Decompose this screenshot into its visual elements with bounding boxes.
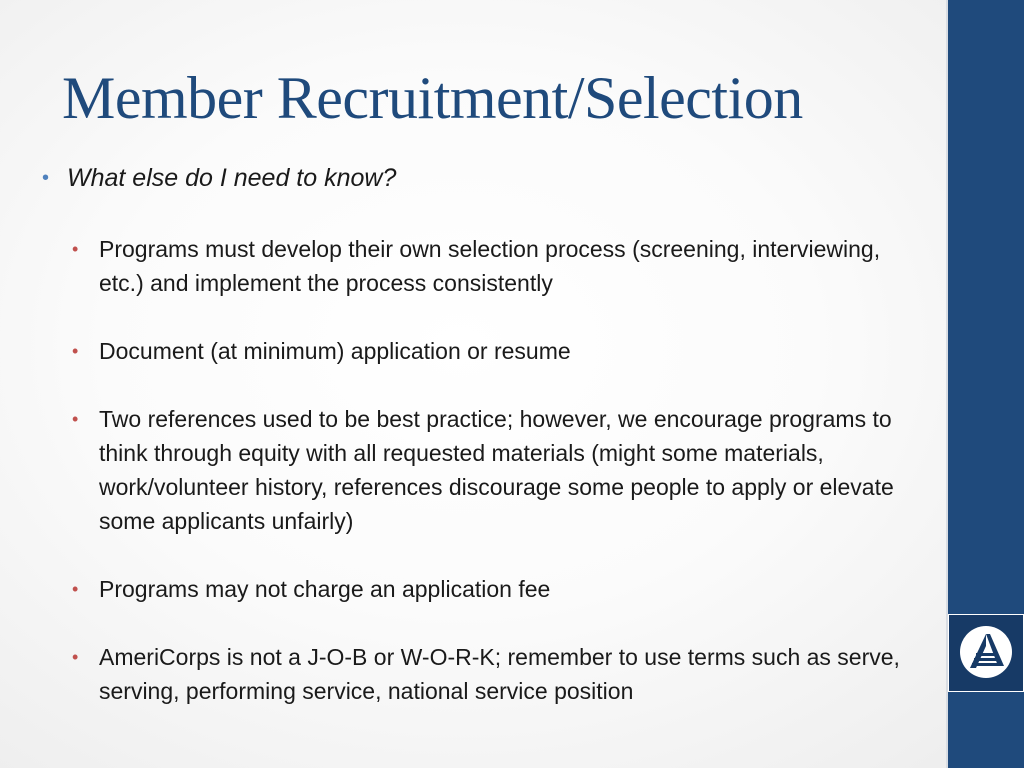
point-text: AmeriCorps is not a J-O-B or W-O-R-K; remember to use terms such as serve, serving, performing service, national service position [99,644,900,704]
list-item [72,640,922,708]
question-text: What else do I need to know? [67,164,397,192]
point-text: Programs must develop their own selection process (screening, interviewing, etc.) and implement the process consistently [99,236,881,296]
bullet-dot: • [42,167,50,189]
bullet-dot: • [72,341,79,361]
americorps-logo-icon [960,626,1012,678]
bullet-dot: • [72,409,79,429]
point-text: Two references used to be best practice; however, we encourage programs to think through equity with all requested materials (might some materials, work/volunteer history, references discourage some people to apply or elevate some applicants unfairly) [99,406,894,534]
point-text: Document (at minimum) application or resume [99,338,571,364]
points-list [72,232,922,742]
slide-title: Member Recruitment/Selection [62,65,803,131]
list-item [72,232,922,300]
point-text: Programs may not charge an application fee [99,576,551,602]
logo-block [948,614,1024,692]
bullet-dot: • [72,647,79,667]
list-item [72,572,922,606]
list-item [72,402,922,538]
logo-background [949,615,1023,691]
bullet-dot: • [72,579,79,599]
bullet-dot: • [72,239,79,259]
list-item [72,334,922,368]
